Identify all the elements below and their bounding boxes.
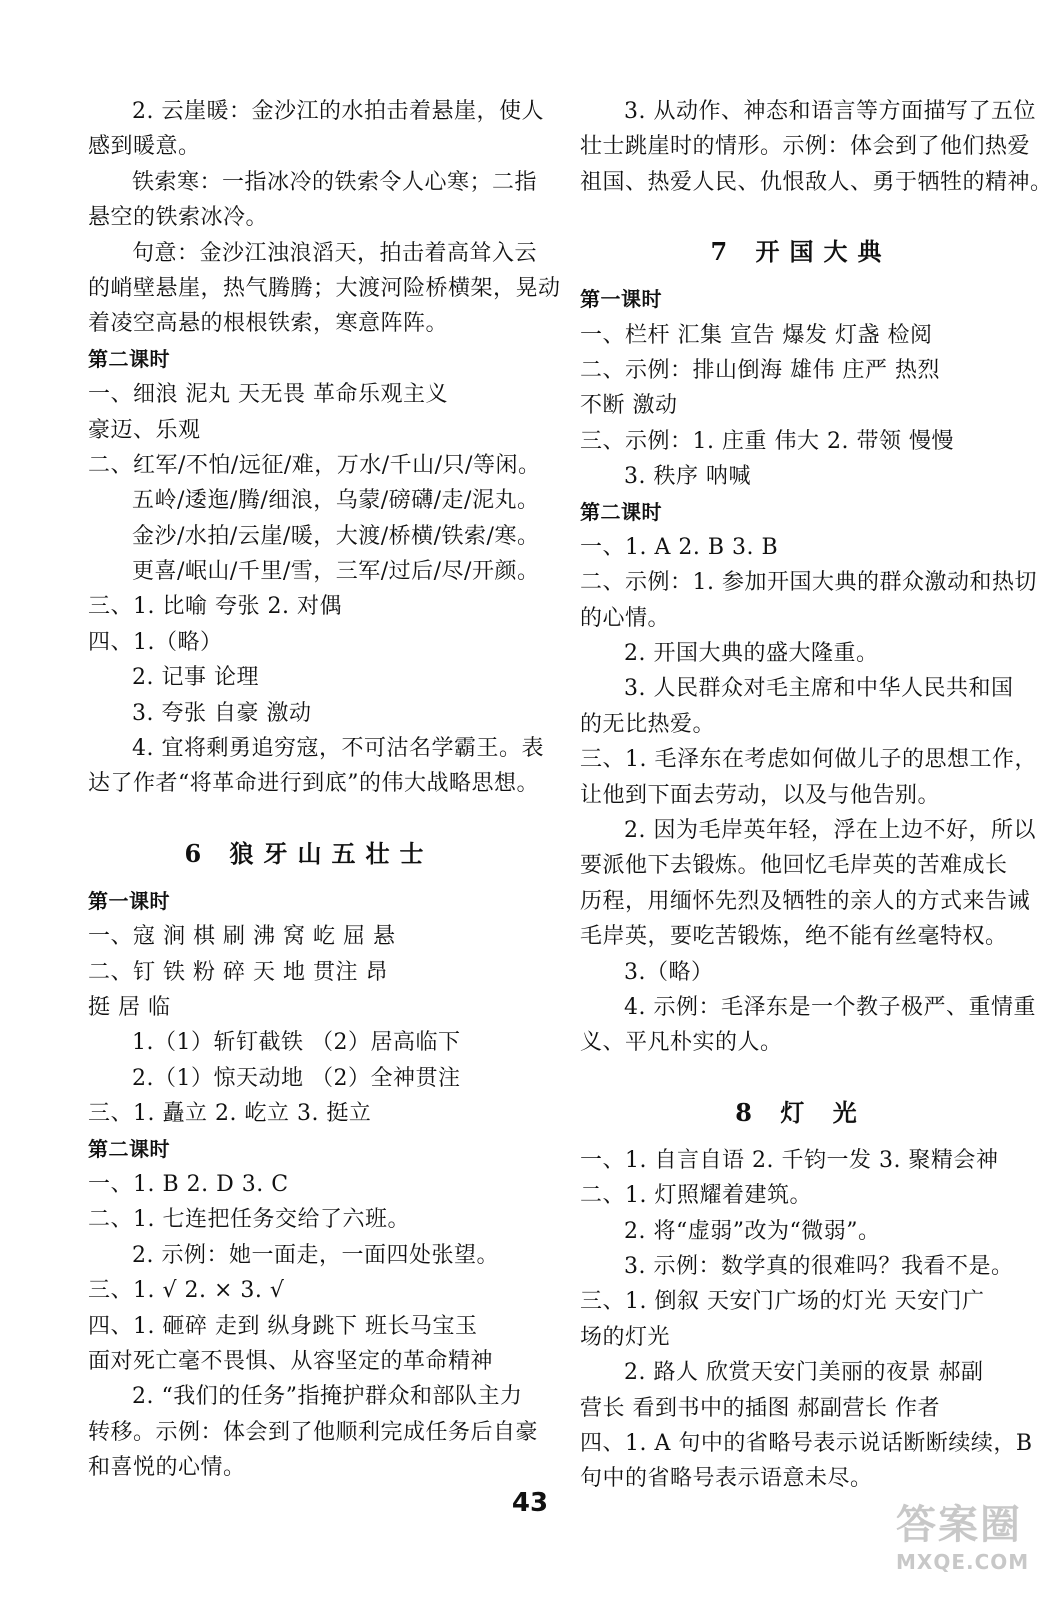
- answer-line: 让他到下面去劳动，以及与他告别。: [580, 782, 941, 808]
- answer-line: 的心情。: [580, 605, 671, 631]
- lesson-heading: 第一课时: [88, 888, 170, 913]
- page-number: 43: [511, 1488, 549, 1518]
- answer-line: 一、1. 自言自语 2. 千钧一发 3. 聚精会神: [580, 1147, 999, 1173]
- answer-line: 二、1. 灯照耀着建筑。: [580, 1183, 812, 1209]
- watermark-logo: [896, 1500, 1046, 1590]
- answer-line: 二、红军/不怕/远征/难，万水/千山/只/等闲。: [88, 452, 541, 478]
- spacer: [580, 1061, 1022, 1083]
- answer-line: 五岭/逶迤/腾/细浪，乌蒙/磅礴/走/泥丸。: [132, 488, 540, 514]
- answer-line: 3. 人民群众对毛主席和中华人民共和国: [624, 676, 1014, 702]
- answer-line: 一、栏杆 汇集 宣告 爆发 灯盏 检阅: [580, 322, 933, 348]
- answer-line: 历程，用缅怀先烈及牺牲的亲人的方式来告诫: [580, 888, 1031, 914]
- answer-line: 悬空的铁索冰冷。: [88, 205, 269, 231]
- answer-line: 3. 秩序 呐喊: [624, 464, 751, 490]
- left-column: [88, 94, 561, 1485]
- answer-line: 四、1. A 句中的省略号表示说话断断续续，B: [580, 1430, 1033, 1456]
- answer-line: 四、1.（略）: [88, 629, 223, 655]
- answer-line: 更喜/岷山/千里/雪，三军/过后/尽/开颜。: [132, 559, 540, 585]
- answer-line: 三、示例：1. 庄重 伟大 2. 带领 慢慢: [580, 428, 954, 454]
- answer-line: 场的灯光: [580, 1324, 671, 1350]
- answer-line: 4. 宜将剩勇追穷寇，不可沽名学霸王。表: [132, 736, 544, 762]
- answer-line: 四、1. 砸碎 走到 纵身跳下 班长马宝玉: [88, 1313, 478, 1339]
- answer-line: 壮士跳崖时的情形。示例：体会到了他们热爱: [580, 134, 1031, 160]
- answer-line: 句意：金沙江浊浪滔天，拍击着高耸入云: [132, 240, 538, 266]
- answer-line: 3. 从动作、神态和语言等方面描写了五位: [624, 99, 1036, 124]
- spacer: [88, 802, 530, 824]
- answer-line: 2. “我们的任务”指掩护群众和部队主力: [132, 1384, 523, 1410]
- answer-line: 金沙/水拍/云崖/暖，大渡/桥横/铁索/寒。: [132, 523, 540, 549]
- answer-line: 铁索寒：一指冰冷的铁索令人心寒；二指: [132, 169, 538, 195]
- answer-line: 2. 将“虚弱”改为“微弱”。: [624, 1218, 881, 1244]
- answer-line: 2.（1）惊天动地 （2）全神贯注: [132, 1065, 461, 1091]
- answer-line: 二、示例：1. 参加开国大典的群众激动和热切: [580, 570, 1037, 596]
- answer-line: 3. 夸张 自豪 激动: [132, 700, 312, 726]
- answer-line: 1.（1）斩钉截铁 （2）居高临下: [132, 1030, 461, 1056]
- answer-line: 三、1. 矗立 2. 屹立 3. 挺立: [88, 1101, 372, 1127]
- answer-line: 2. 示例：她一面走，一面四处张望。: [132, 1242, 499, 1268]
- answer-line: 不断 激动: [580, 393, 678, 419]
- answer-line: 2. 路人 欣赏天安门美丽的夜景 郝副: [624, 1360, 984, 1386]
- answer-line: 豪迈、乐观: [88, 417, 201, 443]
- answer-line: 4. 示例：毛泽东是一个教子极严、重情重: [624, 994, 1036, 1020]
- answer-line: 转移。示例：体会到了他顺利完成任务后自豪: [88, 1419, 539, 1445]
- answer-line: 三、1. √ 2. × 3. √: [88, 1278, 285, 1304]
- answer-line: 的无比热爱。: [580, 711, 716, 737]
- answer-line: 2. 因为毛岸英年轻，浮在上边不好，所以: [624, 818, 1036, 844]
- answer-line: 要派他下去锻炼。他回忆毛岸英的苦难成长: [580, 853, 1008, 879]
- watermark-url: MXQE.COM: [896, 1550, 1030, 1574]
- section-title-7: 7 开国大典: [710, 237, 892, 267]
- answer-line: 一、寇 涧 棋 刷 沸 窝 屹 屈 悬: [88, 924, 396, 950]
- answer-line: 2. 记事 论理: [132, 665, 259, 691]
- answer-line: 毛岸英，要吃苦锻炼，绝不能有丝毫特权。: [580, 924, 1008, 950]
- answer-line: 祖国、热爱人民、仇恨敌人、勇于牺牲的精神。: [580, 169, 1053, 195]
- section-title-6: 6 狼牙山五壮士: [184, 838, 434, 868]
- lesson-heading: 第二课时: [580, 499, 662, 524]
- answer-line: 二、钉 铁 粉 碎 天 地 贯注 昂: [88, 959, 388, 985]
- lesson-heading: 第二课时: [88, 1136, 170, 1161]
- answer-line: 二、1. 七连把任务交给了六班。: [88, 1207, 410, 1233]
- answer-line: 2. 开国大典的盛大隆重。: [624, 641, 879, 667]
- section-title-8: 8 灯 光: [735, 1097, 867, 1127]
- answer-line: 和喜悦的心情。: [88, 1455, 246, 1481]
- answer-line: 达了作者“将革命进行到底”的伟大战略思想。: [88, 771, 539, 797]
- answer-line: 2. 云崖暖：金沙江的水拍击着悬崖，使人: [132, 99, 544, 124]
- answer-line: 挺 居 临: [88, 994, 171, 1020]
- answer-line: 三、1. 比喻 夸张 2. 对偶: [88, 594, 342, 620]
- right-column: [580, 94, 1053, 1497]
- answer-line: 3. 示例：数学真的很难吗？我看不是。: [624, 1253, 1014, 1279]
- answer-line: 句中的省略号表示语意未尽。: [580, 1466, 873, 1492]
- answer-line: 的峭壁悬崖，热气腾腾；大渡河险桥横架，晃动: [88, 275, 561, 301]
- answer-line: 三、1. 毛泽东在考虑如何做儿子的思想工作，: [580, 747, 1037, 773]
- lesson-heading: 第一课时: [580, 287, 662, 312]
- answer-line: 二、示例：排山倒海 雄伟 庄严 热烈: [580, 357, 940, 383]
- answer-line: 义、平凡朴实的人。: [580, 1030, 783, 1056]
- answer-line: 一、1. B 2. D 3. C: [88, 1171, 289, 1197]
- answer-line: 3.（略）: [624, 959, 714, 985]
- answer-line: 一、细浪 泥丸 天无畏 革命乐观主义: [88, 382, 448, 408]
- lesson-heading: 第二课时: [88, 346, 170, 371]
- answer-line: 着凌空高悬的根根铁索，寒意阵阵。: [88, 311, 449, 337]
- answer-line: 三、1. 倒叙 天安门广场的灯光 天安门广: [580, 1289, 985, 1315]
- answer-line: 一、1. A 2. B 3. B: [580, 534, 779, 560]
- answer-line: 面对死亡毫不畏惧、从容坚定的革命精神: [88, 1348, 494, 1374]
- spacer: [580, 200, 1022, 222]
- answer-line: 营长 看到书中的插图 郝副营长 作者: [580, 1395, 940, 1421]
- answer-line: 感到暖意。: [88, 134, 201, 160]
- watermark-logo-text: 答案圈: [896, 1502, 1022, 1548]
